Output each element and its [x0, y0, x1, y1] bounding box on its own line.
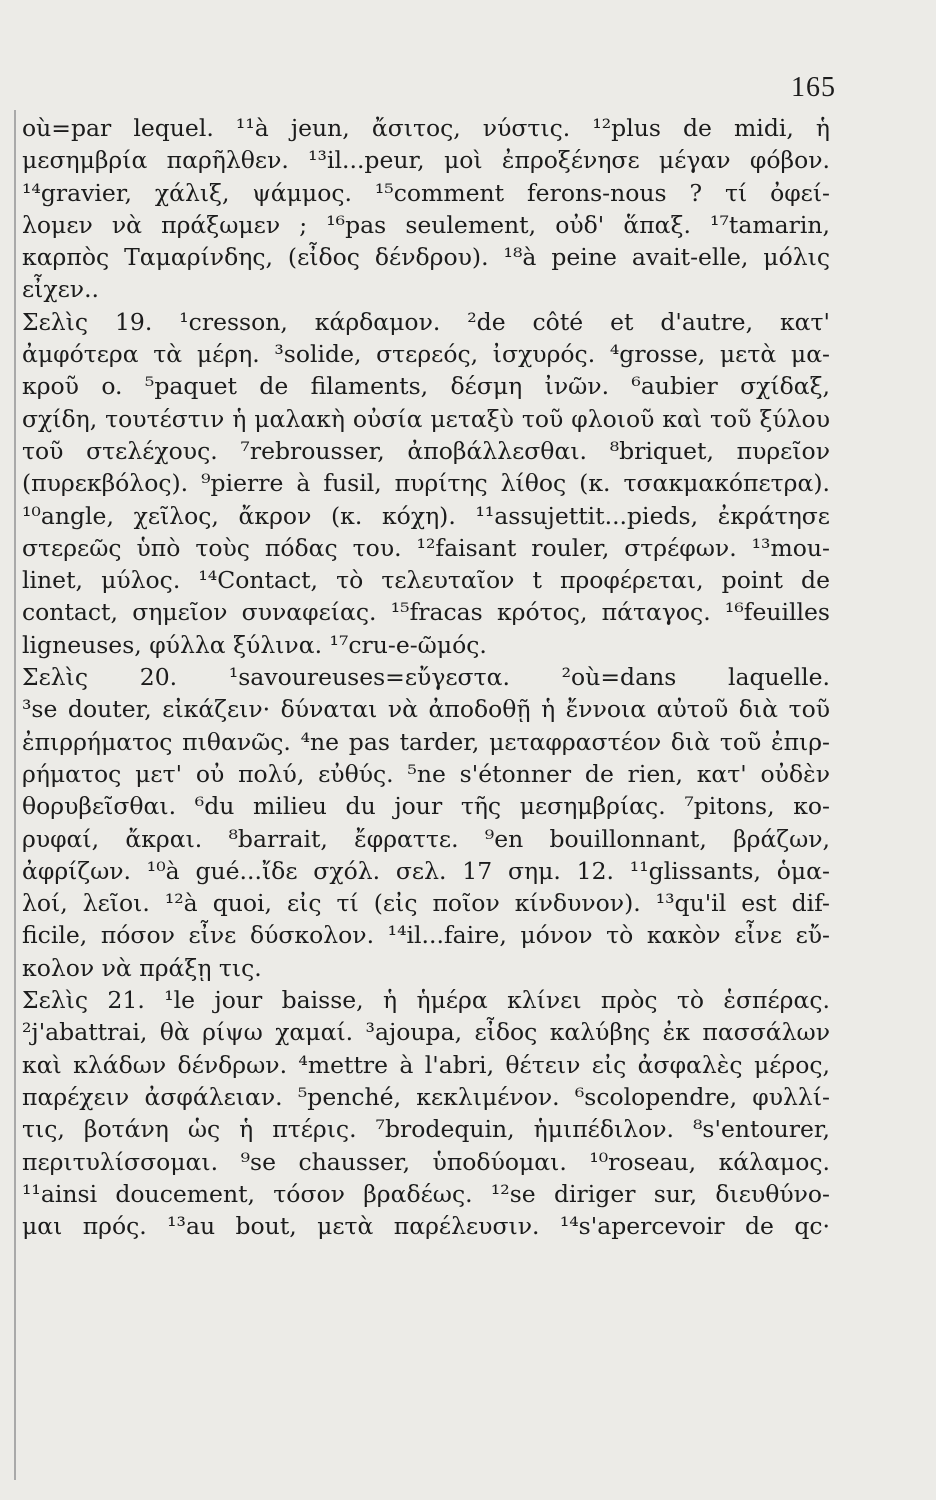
text-line: ¹⁰angle, χεῖλος, ἄκρον (κ. κόχη). ¹¹assujettit...pieds, ἐκράτησε	[22, 501, 830, 530]
left-margin-rule	[14, 110, 16, 1480]
text-line: κροῦ o. ⁵paquet de filaments, δέσμη ἰνῶν. ⁶aubier σχίδαξ,	[22, 372, 830, 401]
text-line: μεσημβρία παρῆλθεν. ¹³il...peur, μοὶ ἐπροξένησε μέγαν φόβον.	[22, 146, 830, 175]
text-line: στερεῶς ὑπὸ τοὺς πόδας του. ¹²faisant rouler, στρέφων. ¹³mou-	[22, 533, 830, 562]
text-line: ρυφαί, ἄκραι. ⁸barrait, ἔφραττε. ⁹en bouillonnant, βράζων,	[22, 824, 830, 853]
text-line: linet, μύλος. ¹⁴Contact, τὸ τελευταῖον t προφέρεται, point de	[22, 566, 830, 595]
text-line: ἐπιρρήματος πιθανῶς. ⁴ne pas tarder, μεταφραστέον διὰ τοῦ ἐπιρ-	[22, 727, 830, 756]
text-line: ¹⁴gravier, χάλιξ, ψάμμος. ¹⁵comment ferons-nous ? τί ὀφεί-	[22, 178, 830, 207]
text-line: λομεν νὰ πράξωμεν ; ¹⁶pas seulement, οὐδ' ἅπαξ. ¹⁷tamarin,	[22, 210, 830, 239]
text-line: ²j'abattrai, θὰ ρίψω χαμαί. ³ajoupa, εἶδος καλύβης ἐκ πασσάλων	[22, 1018, 830, 1047]
text-line: contact, σημεῖον συναφείας. ¹⁵fracas κρότος, πάταγος. ¹⁶feuilles	[22, 598, 830, 627]
text-line: σχίδη, τουτέστιν ἡ μαλακὴ οὐσία μεταξὺ τοῦ φλοιοῦ καὶ τοῦ ξύλου	[22, 404, 830, 433]
text-line: Σελὶς 21. ¹le jour baisse, ἡ ἡμέρα κλίνει πρὸς τὸ ἑσπέρας.	[22, 986, 830, 1015]
text-line: μαι πρός. ¹³au bout, μετὰ παρέλευσιν. ¹⁴s'apercevoir de qc·	[22, 1212, 830, 1241]
text-line: καὶ κλάδων δένδρων. ⁴mettre à l'abri, θέτειν εἰς ἀσφαλὲς μέρος,	[22, 1050, 830, 1079]
text-line: ρήματος μετ' οὐ πολύ, εὐθύς. ⁵ne s'étonner de rien, κατ' οὐδὲν	[22, 759, 830, 788]
text-line: κολον νὰ πράξῃ τις.	[22, 953, 262, 982]
text-line: θορυβεῖσθαι. ⁶du milieu du jour τῆς μεσημβρίας. ⁷pitons, κο-	[22, 792, 830, 821]
text-line: τις, βοτάνη ὡς ἡ πτέρις. ⁷brodequin, ἡμιπέδιλον. ⁸s'entourer,	[22, 1115, 830, 1144]
text-line: ἀμφότερα τὰ μέρη. ³solide, στερεός, ἰσχυρός. ⁴grosse, μετὰ μα-	[22, 340, 830, 369]
text-line: ligneuses, φύλλα ξύλινα. ¹⁷cru-e-ῶμός.	[22, 630, 487, 659]
text-line: εἶχεν..	[22, 275, 100, 304]
text-block	[22, 112, 830, 1242]
text-line: λοί, λεῖοι. ¹²à quoi, εἰς τί (εἰς ποῖον κίνδυνον). ¹³qu'il est dif-	[22, 889, 830, 918]
text-line: καρπὸς Ταμαρίνδης, (εἶδος δένδρου). ¹⁸à peine avait-elle, μόλις	[22, 243, 830, 272]
text-line: (πυρεκβόλος). ⁹pierre à fusil, πυρίτης λίθος (κ. τσακμακόπετρα).	[22, 469, 830, 498]
text-line: παρέχειν ἀσφάλειαν. ⁵penché, κεκλιμένον. ⁶scolopendre, φυλλί-	[22, 1082, 830, 1111]
text-line: où=par lequel. ¹¹à jeun, ἄσιτος, νύστις. ¹²plus de midi, ἡ	[22, 114, 830, 142]
page-number: 165	[791, 72, 836, 103]
text-line: περιτυλίσσομαι. ⁹se chausser, ὑποδύομαι. ¹⁰roseau, κάλαμος.	[22, 1147, 830, 1176]
text-line: ³se douter, εἰκάζειν· δύναται νὰ ἀποδοθῇ ἡ ἔννοια αὐτοῦ διὰ τοῦ	[22, 695, 830, 724]
text-line: Σελὶς 19. ¹cresson, κάρδαμον. ²de côté et d'autre, κατ'	[22, 307, 830, 336]
text-line: ficile, πόσον εἶνε δύσκολον. ¹⁴il...faire, μόνον τὸ κακὸν εἶνε εὔ-	[22, 921, 830, 950]
text-line: ¹¹ainsi doucement, τόσον βραδέως. ¹²se diriger sur, διευθύνο-	[22, 1179, 830, 1208]
text-line: ἀφρίζων. ¹⁰à gué...ἴδε σχόλ. σελ. 17 σημ. 12. ¹¹glissants, ὁμα-	[22, 856, 830, 885]
text-line: τοῦ στελέχους. ⁷rebrousser, ἀποβάλλεσθαι. ⁸briquet, πυρεῖον	[22, 436, 830, 465]
text-line: Σελὶς 20. ¹savoureuses=εὔγεστα. ²où=dans laquelle.	[22, 663, 830, 692]
